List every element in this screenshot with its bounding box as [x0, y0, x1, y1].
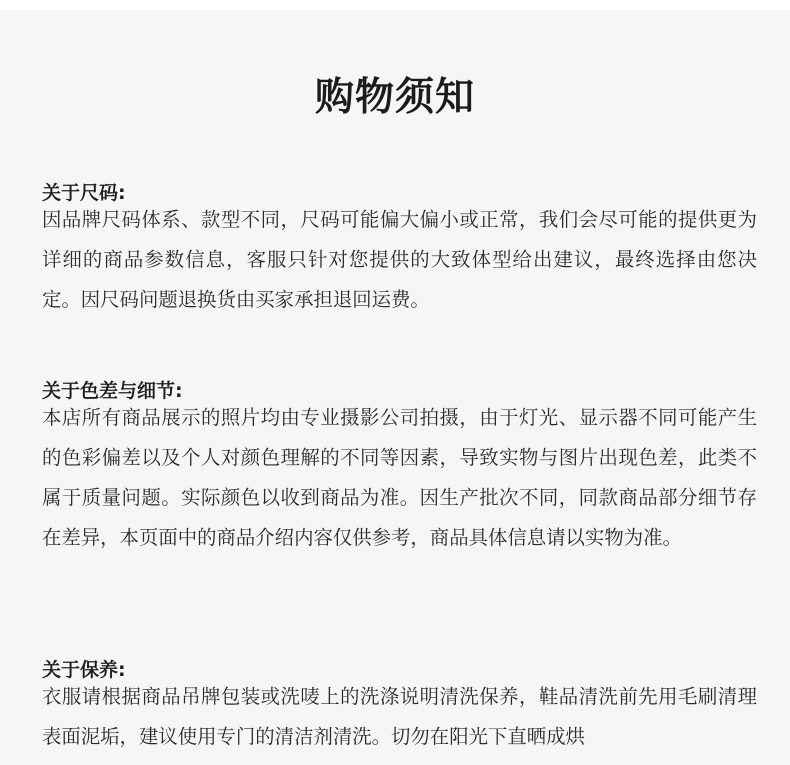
- section-body: 因品牌尺码体系、款型不同，尺码可能偏大偏小或正常，我们会尽可能的提供更为详细的商品参数信息，客服只针对您提供的大致体型给出建议，最终选择由您决定。因尺码问题退换货由买家承担退回运费。: [42, 208, 757, 311]
- section-heading: 关于保养:: [42, 659, 126, 681]
- section-heading: 关于尺码:: [42, 182, 126, 204]
- page-title: 购物须知: [314, 75, 475, 120]
- section-color-detail: [42, 378, 757, 572]
- section-body: 本店所有商品展示的照片均由专业摄影公司拍摄，由于灯光、显示器不同可能产生的色彩偏差以及个人对颜色理解的不同等因素，导致实物与图片出现色差，此类不属于质量问题。实际颜色以收到商品为准。因生产批次不同，同款商品部分细节存在差异，本页面中的商品介绍内容仅供参考，商品具体信息请以实物为准。: [42, 406, 757, 549]
- section-heading: 关于色差与细节:: [42, 380, 183, 402]
- section-body: 衣服请根据商品吊牌包装或洗唛上的洗涤说明清洗保养，鞋品清洗前先用毛刷清理表面泥垢，建议使用专门的清洁剂清洗。切勿在阳光下直晒成烘: [42, 685, 757, 748]
- section-size: [42, 180, 757, 334]
- section-care: [42, 657, 757, 765]
